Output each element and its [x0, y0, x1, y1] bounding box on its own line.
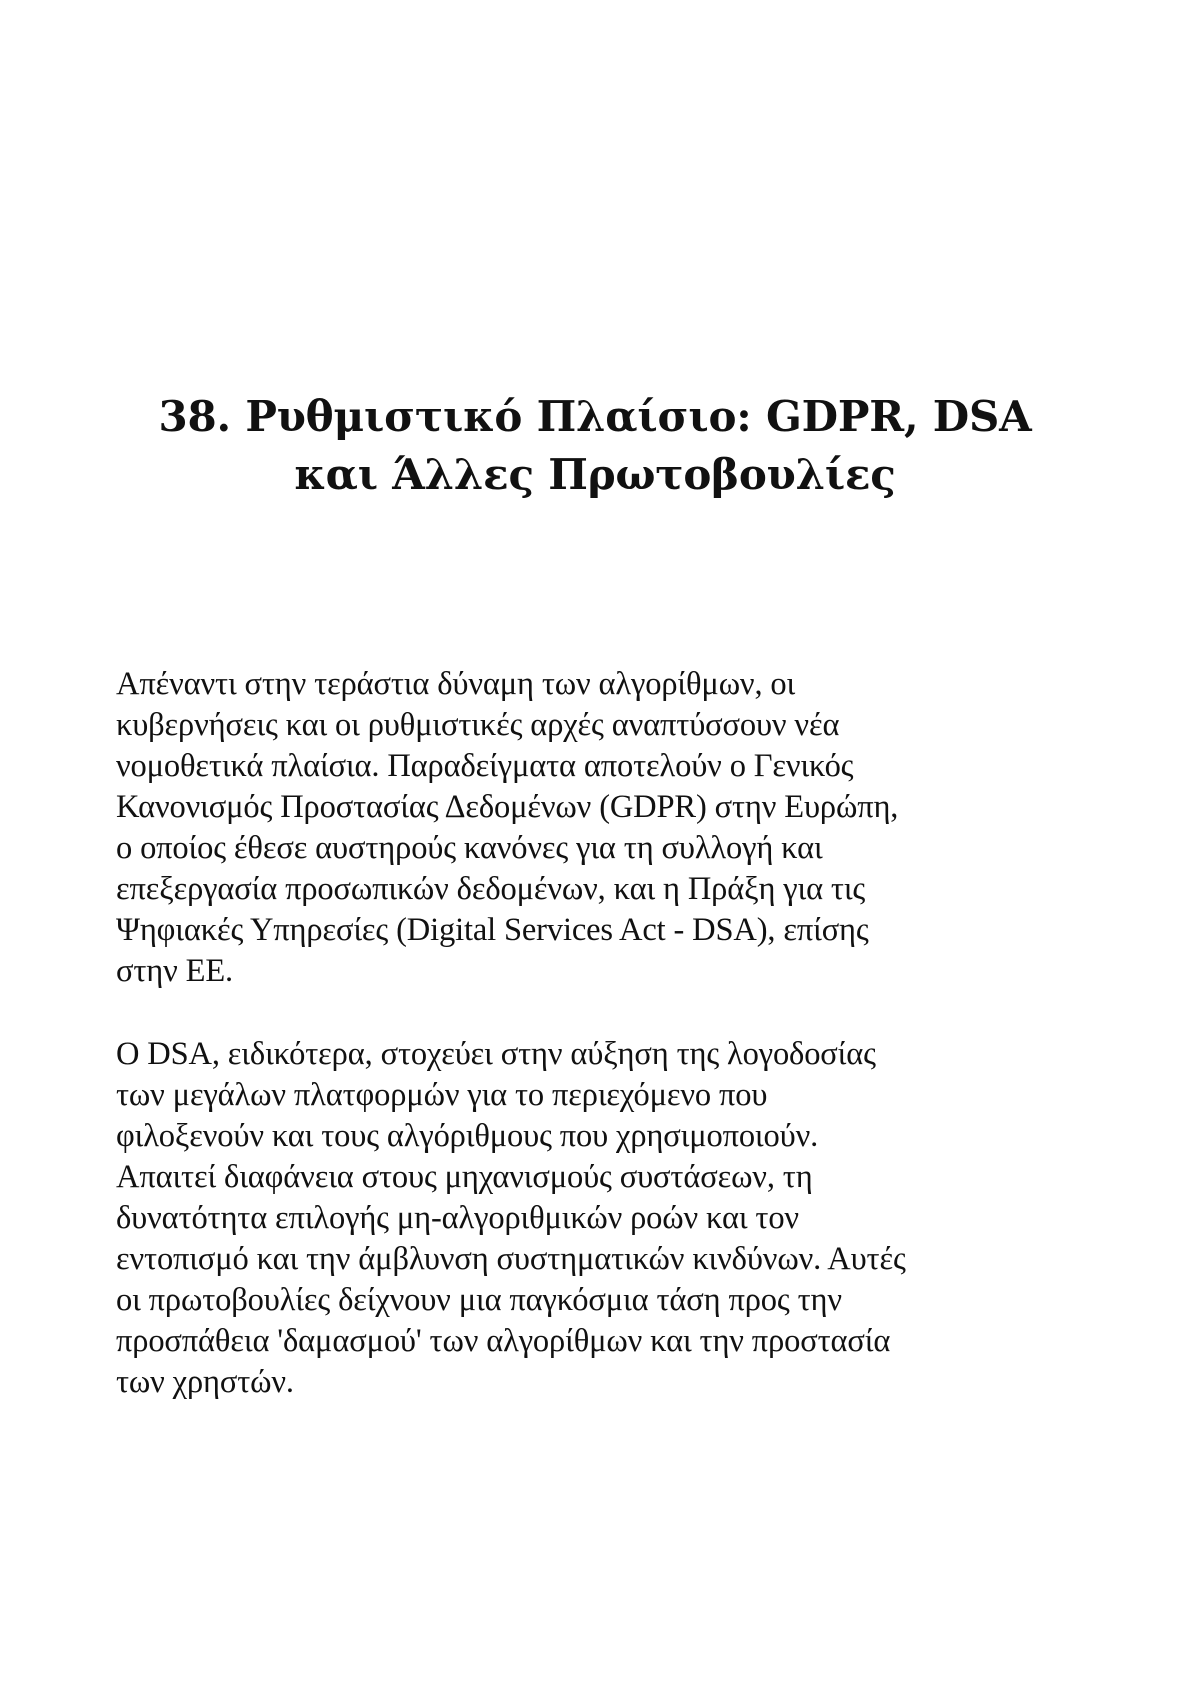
text-line: Απέναντι στην τεράστια δύναμη των αλγορίθμων, οι	[116, 666, 796, 702]
text-line: στην ΕΕ.	[116, 953, 234, 989]
text-line: δυνατότητα επιλογής μη-αλγοριθμικών ροών και τον	[116, 1200, 799, 1236]
text-line: Ψηφιακές Υπηρεσίες (Digital Services Act - DSA), επίσης	[116, 912, 869, 948]
title-line: και Άλλες Πρωτοβουλίες	[294, 450, 896, 499]
text-line: των χρηστών.	[116, 1364, 294, 1400]
paragraph-dsa-details	[116, 1034, 1086, 1403]
text-line: επεξεργασία προσωπικών δεδομένων, και η Πράξη για τις	[116, 871, 866, 907]
text-line: των μεγάλων πλατφορμών για το περιεχόμενο που	[116, 1077, 768, 1113]
page-title	[100, 388, 1090, 504]
text-line: εντοπισμό και την άμβλυνση συστηματικών κινδύνων. Αυτές	[116, 1241, 906, 1277]
text-line: ο οποίος έθεσε αυστηρούς κανόνες για τη συλλογή και	[116, 830, 823, 866]
paragraph-regulation-overview	[116, 664, 1086, 992]
text-line: Απαιτεί διαφάνεια στους μηχανισμούς συστάσεων, τη	[116, 1159, 813, 1195]
title-line: 38. Ρυθμιστικό Πλαίσιο: GDPR, DSA	[158, 392, 1032, 441]
text-line: προσπάθεια 'δαμασμού' των αλγορίθμων και την προστασία	[116, 1323, 891, 1359]
text-line: Κανονισμός Προστασίας Δεδομένων (GDPR) στην Ευρώπη,	[116, 789, 899, 825]
text-line: φιλοξενούν και τους αλγόριθμους που χρησιμοποιούν.	[116, 1118, 819, 1154]
text-line: οι πρωτοβουλίες δείχνουν μια παγκόσμια τάση προς την	[116, 1282, 842, 1318]
text-line: Ο DSA, ειδικότερα, στοχεύει στην αύξηση της λογοδοσίας	[116, 1036, 876, 1072]
text-line: κυβερνήσεις και οι ρυθμιστικές αρχές αναπτύσσουν νέα	[116, 707, 840, 743]
body-text	[116, 664, 1086, 1445]
text-line: νομοθετικά πλαίσια. Παραδείγματα αποτελούν ο Γενικός	[116, 748, 854, 784]
